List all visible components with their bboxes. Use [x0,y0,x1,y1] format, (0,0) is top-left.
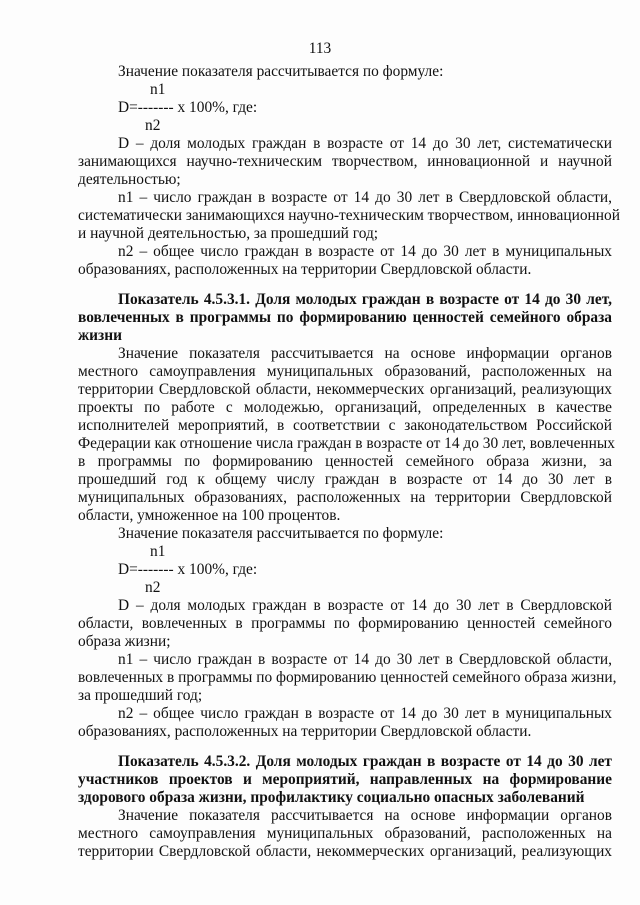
definition-line: n1 – число граждан в возрасте от 14 до 30 лет в Свердловской области, [118,189,612,206]
page-number: 113 [308,40,332,57]
definition-line: и научной деятельностью, за прошедший год; [78,225,379,242]
definition-line: n1 – число граждан в возрасте от 14 до 30 лет в Свердловской области, [118,651,612,668]
definition-line: систематически занимающихся научно-техническим творчеством, инновационной [78,207,620,224]
body-line: территории Свердловской области, некоммерческих организаций, реализующих [78,381,612,398]
section-heading: здорового образа жизни, профилактику социально опасных заболеваний [78,789,585,806]
body-line: территории Свердловской области, некоммерческих организаций, реализующих [78,843,612,860]
section-heading: Показатель 4.5.3.2. Доля молодых граждан в возрасте от 14 до 30 лет [118,753,612,770]
formula-denominator: n2 [145,579,161,596]
body-line: местного самоуправления муниципальных образований, расположенных на [78,825,612,842]
formula-numerator: n1 [150,543,166,560]
section-heading: жизни [78,327,122,344]
section-heading: вовлеченных в программы по формированию ценностей семейного образа [78,309,612,326]
body-line: Значение показателя рассчитывается на основе информации органов [118,807,612,824]
definition-line: D – доля молодых граждан в возрасте от 14 до 30 лет в Свердловской [118,597,612,614]
body-line: области, умноженное на 100 процентов. [78,507,341,524]
formula-denominator: n2 [145,117,161,134]
definition-line: D – доля молодых граждан в возрасте от 14 до 30 лет, систематически [118,135,612,152]
definition-line: области, вовлеченных в программы по формированию ценностей семейного [78,615,612,632]
body-line: муниципальных образованиях, расположенных на территории Свердловской [78,489,612,506]
formula-expression: D=------- x 100%, где: [118,561,258,578]
formula-intro: Значение показателя рассчитывается по формуле: [118,63,444,80]
section-heading: участников проектов и мероприятий, направленных на формирование [78,771,612,788]
body-line: в программы по формированию ценностей семейного образа жизни, за [78,453,612,470]
body-line: местного самоуправления муниципальных образований, расположенных на [78,363,612,380]
definition-line: образованиях, расположенных на территории Свердловской области. [78,723,532,740]
definition-line: деятельностью; [78,171,181,188]
body-line: прошедший год к общему числу граждан в возрасте от 14 до 30 лет в [78,471,612,488]
definition-line: образованиях, расположенных на территории Свердловской области. [78,261,532,278]
formula-expression: D=------- x 100%, где: [118,99,258,116]
definition-line: занимающихся научно-техническим творчеством, инновационной и научной [78,153,612,170]
body-line: Значение показателя рассчитывается на основе информации органов [118,345,612,362]
definition-line: n2 – общее число граждан в возрасте от 14 до 30 лет в муниципальных [118,243,612,260]
body-line: проекты по работе с молодежью, организаций, определенных в качестве [78,399,612,416]
definition-line: n2 – общее число граждан в возрасте от 14 до 30 лет в муниципальных [118,705,612,722]
definition-line: за прошедший год; [78,687,203,704]
definition-line: образа жизни; [78,633,171,650]
definition-line: вовлеченных в программы по формированию ценностей семейного образа жизни, [78,669,617,686]
formula-numerator: n1 [150,81,166,98]
formula-intro: Значение показателя рассчитывается по формуле: [118,525,444,542]
section-heading: Показатель 4.5.3.1. Доля молодых граждан в возрасте от 14 до 30 лет, [118,291,612,308]
body-line: Федерации как отношение числа граждан в возрасте от 14 до 30 лет, вовлеченных [78,435,615,452]
body-line: исполнителей мероприятий, в соответствии с законодательством Российской [78,417,612,434]
